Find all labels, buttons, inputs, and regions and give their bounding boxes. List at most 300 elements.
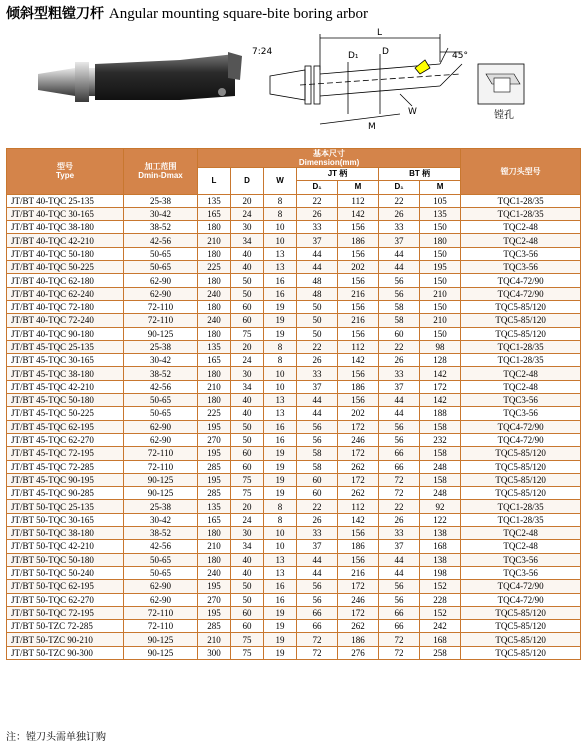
table-cell: TQC4-72/90 <box>461 593 581 606</box>
table-cell: 156 <box>338 221 379 234</box>
table-cell: 72 <box>297 633 338 646</box>
table-row <box>7 380 581 393</box>
table-cell: 10 <box>264 367 297 380</box>
table-cell: 112 <box>338 194 379 207</box>
table-cell: 156 <box>338 367 379 380</box>
col-jt: JT 柄 <box>297 168 379 181</box>
table-cell: 156 <box>338 247 379 260</box>
table-cell: 13 <box>264 261 297 274</box>
table-row <box>7 354 581 367</box>
table-cell: 142 <box>420 394 461 407</box>
table-cell: 152 <box>420 580 461 593</box>
table-cell: 50 <box>231 593 264 606</box>
footnote: 注：镗刀头需单独订购 <box>6 732 106 743</box>
table-cell: 165 <box>198 354 231 367</box>
table-cell: 90-125 <box>124 487 198 500</box>
table-cell: JT/BT 45-TQC 38-180 <box>7 367 124 380</box>
table-cell: 246 <box>338 593 379 606</box>
col-D: D <box>231 168 264 195</box>
table-row <box>7 460 581 473</box>
table-cell: 72 <box>379 487 420 500</box>
table-row <box>7 274 581 287</box>
table-cell: JT/BT 40-TQC 25-135 <box>7 194 124 207</box>
col-range: 加工范围 Dmin-Dmax <box>124 149 198 195</box>
table-cell: 180 <box>198 527 231 540</box>
table-cell: 262 <box>338 460 379 473</box>
table-cell: TQC3-56 <box>461 247 581 260</box>
table-cell: 180 <box>198 367 231 380</box>
table-cell: 92 <box>420 500 461 513</box>
table-cell: TQC3-56 <box>461 407 581 420</box>
table-cell: JT/BT 50-TQC 62-195 <box>7 580 124 593</box>
table-cell: 180 <box>420 234 461 247</box>
table-cell: 58 <box>297 447 338 460</box>
table-cell: 13 <box>264 394 297 407</box>
table-cell: 186 <box>338 234 379 247</box>
table-cell: 44 <box>379 566 420 579</box>
spec-rows <box>7 194 581 659</box>
table-cell: TQC3-56 <box>461 566 581 579</box>
table-cell: TQC1-28/35 <box>461 513 581 526</box>
table-cell: 285 <box>198 487 231 500</box>
table-row <box>7 620 581 633</box>
table-cell: 75 <box>231 487 264 500</box>
table-cell: JT/BT 45-TQC 62-195 <box>7 420 124 433</box>
table-cell: 50 <box>231 580 264 593</box>
table-cell: JT/BT 40-TQC 72-240 <box>7 314 124 327</box>
table-cell: 90-125 <box>124 473 198 486</box>
table-row <box>7 513 581 526</box>
table-row <box>7 327 581 340</box>
table-cell: 37 <box>379 380 420 393</box>
table-cell: 156 <box>338 394 379 407</box>
table-cell: 20 <box>231 194 264 207</box>
table-cell: 8 <box>264 500 297 513</box>
table-cell: 180 <box>198 274 231 287</box>
table-cell: 180 <box>198 221 231 234</box>
table-cell: 19 <box>264 606 297 619</box>
table-cell: 180 <box>198 300 231 313</box>
table-cell: 33 <box>379 367 420 380</box>
table-cell: 37 <box>379 234 420 247</box>
table-cell: JT/BT 45-TQC 30-165 <box>7 354 124 367</box>
table-cell: JT/BT 50-TQC 38-180 <box>7 527 124 540</box>
table-cell: TQC5-85/120 <box>461 646 581 659</box>
table-cell: 285 <box>198 620 231 633</box>
table-cell: 122 <box>420 513 461 526</box>
table-cell: 180 <box>198 247 231 260</box>
table-cell: 58 <box>379 300 420 313</box>
table-cell: 156 <box>338 274 379 287</box>
table-cell: 20 <box>231 340 264 353</box>
table-cell: 37 <box>297 540 338 553</box>
table-cell: 56 <box>379 580 420 593</box>
table-cell: 33 <box>297 221 338 234</box>
table-cell: 90-125 <box>124 646 198 659</box>
table-cell: 142 <box>338 354 379 367</box>
table-row <box>7 261 581 274</box>
table-cell: 150 <box>420 274 461 287</box>
table-cell: 22 <box>379 194 420 207</box>
table-cell: JT/BT 40-TQC 30-165 <box>7 207 124 220</box>
table-cell: 210 <box>198 633 231 646</box>
table-cell: 34 <box>231 234 264 247</box>
table-cell: 16 <box>264 433 297 446</box>
table-cell: 30-42 <box>124 207 198 220</box>
table-cell: 156 <box>338 553 379 566</box>
table-row <box>7 553 581 566</box>
table-cell: 188 <box>420 407 461 420</box>
table-cell: 195 <box>198 580 231 593</box>
table-cell: 16 <box>264 420 297 433</box>
table-cell: JT/BT 40-TQC 50-225 <box>7 261 124 274</box>
table-cell: TQC3-56 <box>461 261 581 274</box>
table-cell: 62-90 <box>124 593 198 606</box>
table-cell: 72-110 <box>124 314 198 327</box>
table-cell: 142 <box>420 367 461 380</box>
table-cell: 198 <box>420 566 461 579</box>
table-cell: 22 <box>297 194 338 207</box>
table-cell: 75 <box>231 473 264 486</box>
table-cell: 246 <box>338 433 379 446</box>
table-cell: TQC1-28/35 <box>461 340 581 353</box>
table-cell: JT/BT 40-TQC 50-180 <box>7 247 124 260</box>
table-cell: 150 <box>420 300 461 313</box>
table-cell: 26 <box>379 354 420 367</box>
table-cell: 180 <box>198 553 231 566</box>
table-row <box>7 314 581 327</box>
table-cell: 172 <box>338 447 379 460</box>
table-cell: 10 <box>264 540 297 553</box>
table-row <box>7 194 581 207</box>
table-cell: 56 <box>379 420 420 433</box>
table-cell: 50 <box>231 274 264 287</box>
table-cell: 242 <box>420 620 461 633</box>
table-cell: 38-52 <box>124 367 198 380</box>
table-cell: 60 <box>379 327 420 340</box>
table-cell: 112 <box>338 340 379 353</box>
table-cell: 22 <box>297 500 338 513</box>
table-cell: JT/BT 50-TZC 90-210 <box>7 633 124 646</box>
table-cell: 44 <box>297 553 338 566</box>
table-cell: 20 <box>231 500 264 513</box>
table-cell: 33 <box>379 221 420 234</box>
table-cell: 56 <box>379 593 420 606</box>
table-cell: TQC4-72/90 <box>461 580 581 593</box>
table-cell: 42-56 <box>124 234 198 247</box>
table-cell: 13 <box>264 553 297 566</box>
table-cell: 172 <box>338 606 379 619</box>
table-cell: 240 <box>198 314 231 327</box>
table-cell: 50-65 <box>124 394 198 407</box>
table-cell: 60 <box>231 606 264 619</box>
table-cell: 40 <box>231 394 264 407</box>
table-cell: 26 <box>297 207 338 220</box>
table-cell: 34 <box>231 540 264 553</box>
table-cell: 158 <box>420 473 461 486</box>
table-cell: 66 <box>297 606 338 619</box>
col-type: 型号 Type <box>7 149 124 195</box>
table-cell: 56 <box>297 420 338 433</box>
table-cell: 216 <box>338 566 379 579</box>
table-cell: JT/BT 40-TQC 62-240 <box>7 287 124 300</box>
table-row <box>7 407 581 420</box>
table-cell: TQC2-48 <box>461 234 581 247</box>
table-cell: 25-38 <box>124 194 198 207</box>
table-cell: JT/BT 45-TQC 50-180 <box>7 394 124 407</box>
table-cell: TQC1-28/35 <box>461 354 581 367</box>
table-cell: 16 <box>264 287 297 300</box>
table-cell: 44 <box>379 553 420 566</box>
table-cell: 44 <box>379 261 420 274</box>
table-cell: 138 <box>420 553 461 566</box>
table-cell: 38-52 <box>124 527 198 540</box>
table-cell: 30 <box>231 367 264 380</box>
table-row <box>7 593 581 606</box>
table-cell: 19 <box>264 460 297 473</box>
table-cell: TQC1-28/35 <box>461 500 581 513</box>
table-cell: 10 <box>264 234 297 247</box>
table-cell: JT/BT 50-TQC 25-135 <box>7 500 124 513</box>
table-cell: 50-65 <box>124 261 198 274</box>
table-cell: 180 <box>198 394 231 407</box>
table-cell: TQC2-48 <box>461 380 581 393</box>
arbor-photo <box>38 52 242 102</box>
table-cell: 186 <box>338 380 379 393</box>
table-cell: 30-42 <box>124 354 198 367</box>
table-cell: JT/BT 50-TQC 62-270 <box>7 593 124 606</box>
table-cell: 19 <box>264 327 297 340</box>
table-cell: TQC5-85/120 <box>461 487 581 500</box>
table-cell: 210 <box>420 287 461 300</box>
table-cell: 165 <box>198 513 231 526</box>
table-cell: 210 <box>198 234 231 247</box>
table-cell: 50-65 <box>124 553 198 566</box>
table-cell: 60 <box>231 460 264 473</box>
table-cell: 58 <box>297 460 338 473</box>
dim-L-label: L <box>377 28 383 38</box>
table-cell: TQC2-48 <box>461 367 581 380</box>
table-cell: 50 <box>297 327 338 340</box>
angle-label: 45° <box>452 51 468 61</box>
table-cell: 195 <box>420 261 461 274</box>
spec-table <box>6 148 581 660</box>
table-cell: 135 <box>198 340 231 353</box>
table-cell: JT/BT 50-TQC 30-165 <box>7 513 124 526</box>
table-row <box>7 500 581 513</box>
table-cell: 58 <box>379 314 420 327</box>
table-cell: 48 <box>297 287 338 300</box>
table-cell: 56 <box>379 287 420 300</box>
table-cell: JT/BT 40-TQC 90-180 <box>7 327 124 340</box>
table-cell: 24 <box>231 513 264 526</box>
table-cell: 195 <box>198 420 231 433</box>
table-cell: 75 <box>231 633 264 646</box>
dim-D1-label: D₁ <box>348 51 359 61</box>
table-cell: TQC4-72/90 <box>461 420 581 433</box>
table-cell: 24 <box>231 354 264 367</box>
table-cell: 30-42 <box>124 513 198 526</box>
table-cell: TQC5-85/120 <box>461 314 581 327</box>
table-cell: 40 <box>231 553 264 566</box>
table-cell: 33 <box>379 527 420 540</box>
table-cell: 75 <box>231 327 264 340</box>
table-cell: 25-38 <box>124 340 198 353</box>
table-row <box>7 487 581 500</box>
table-row <box>7 527 581 540</box>
table-cell: 172 <box>338 580 379 593</box>
product-figures <box>0 24 583 144</box>
table-cell: 66 <box>379 447 420 460</box>
table-cell: JT/BT 45-TQC 62-270 <box>7 433 124 446</box>
table-cell: 202 <box>338 261 379 274</box>
table-cell: JT/BT 50-TQC 72-195 <box>7 606 124 619</box>
table-cell: 135 <box>420 207 461 220</box>
table-cell: TQC5-85/120 <box>461 300 581 313</box>
table-cell: 44 <box>297 394 338 407</box>
table-cell: 210 <box>198 540 231 553</box>
col-W: W <box>264 168 297 195</box>
table-cell: 13 <box>264 247 297 260</box>
table-cell: TQC5-85/120 <box>461 633 581 646</box>
table-cell: 19 <box>264 620 297 633</box>
table-cell: 66 <box>379 460 420 473</box>
table-row <box>7 433 581 446</box>
table-cell: 10 <box>264 221 297 234</box>
table-cell: JT/BT 45-TQC 50-225 <box>7 407 124 420</box>
table-cell: 186 <box>338 633 379 646</box>
title-cn: 倾斜型粗镗刀杆 <box>6 6 104 22</box>
table-cell: 19 <box>264 633 297 646</box>
table-cell: 195 <box>198 447 231 460</box>
table-row <box>7 221 581 234</box>
table-cell: 165 <box>198 207 231 220</box>
table-cell: 72-110 <box>124 447 198 460</box>
table-cell: 26 <box>297 354 338 367</box>
table-cell: 56 <box>379 433 420 446</box>
table-cell: JT/BT 40-TQC 38-180 <box>7 221 124 234</box>
table-cell: JT/BT 50-TQC 42-210 <box>7 540 124 553</box>
table-cell: 50 <box>297 300 338 313</box>
table-cell: 50-65 <box>124 566 198 579</box>
table-cell: 60 <box>297 487 338 500</box>
table-cell: 62-90 <box>124 433 198 446</box>
table-cell: 19 <box>264 646 297 659</box>
table-cell: 26 <box>379 207 420 220</box>
table-cell: 258 <box>420 646 461 659</box>
table-cell: 26 <box>297 513 338 526</box>
table-cell: 44 <box>297 566 338 579</box>
table-cell: 150 <box>420 247 461 260</box>
table-cell: JT/BT 45-TQC 90-195 <box>7 473 124 486</box>
table-cell: 50 <box>297 314 338 327</box>
table-cell: 19 <box>264 473 297 486</box>
table-cell: 22 <box>297 340 338 353</box>
table-row <box>7 540 581 553</box>
table-cell: 44 <box>379 247 420 260</box>
table-row <box>7 340 581 353</box>
table-cell: 142 <box>338 513 379 526</box>
title-en: Angular mounting square-bite boring arbor <box>108 6 368 22</box>
table-cell: JT/BT 45-TQC 72-195 <box>7 447 124 460</box>
col-bt-d1: D₁ <box>379 181 420 194</box>
table-cell: 48 <box>297 274 338 287</box>
table-cell: 56 <box>379 274 420 287</box>
table-row <box>7 367 581 380</box>
table-cell: JT/BT 45-TQC 42-210 <box>7 380 124 393</box>
table-row <box>7 234 581 247</box>
table-cell: JT/BT 40-TQC 72-180 <box>7 300 124 313</box>
table-cell: 225 <box>198 261 231 274</box>
table-cell: 13 <box>264 407 297 420</box>
table-cell: TQC2-48 <box>461 221 581 234</box>
table-cell: 128 <box>420 354 461 367</box>
table-cell: 26 <box>379 513 420 526</box>
table-cell: 16 <box>264 580 297 593</box>
table-cell: 150 <box>420 221 461 234</box>
col-head-type: 镗刀头型号 <box>461 149 581 195</box>
table-cell: 72-110 <box>124 620 198 633</box>
table-cell: 150 <box>420 327 461 340</box>
table-cell: JT/BT 40-TQC 62-180 <box>7 274 124 287</box>
col-bt-m: M <box>420 181 461 194</box>
table-cell: TQC5-85/120 <box>461 473 581 486</box>
table-cell: TQC4-72/90 <box>461 433 581 446</box>
table-cell: 72 <box>297 646 338 659</box>
table-cell: TQC4-72/90 <box>461 287 581 300</box>
table-cell: 98 <box>420 340 461 353</box>
table-cell: 37 <box>297 380 338 393</box>
table-cell: 186 <box>338 540 379 553</box>
table-cell: 33 <box>297 367 338 380</box>
table-row <box>7 606 581 619</box>
table-cell: 262 <box>338 620 379 633</box>
table-cell: TQC4-72/90 <box>461 274 581 287</box>
table-cell: 10 <box>264 527 297 540</box>
table-cell: JT/BT 45-TQC 25-135 <box>7 340 124 353</box>
table-cell: TQC3-56 <box>461 553 581 566</box>
table-cell: 156 <box>338 300 379 313</box>
table-cell: TQC2-48 <box>461 527 581 540</box>
table-cell: 22 <box>379 500 420 513</box>
bore-icon <box>478 64 524 121</box>
table-cell: 40 <box>231 261 264 274</box>
col-jt-m: M <box>338 181 379 194</box>
table-cell: 72-110 <box>124 300 198 313</box>
table-cell: TQC3-56 <box>461 394 581 407</box>
table-cell: 172 <box>338 473 379 486</box>
table-cell: 66 <box>297 620 338 633</box>
table-cell: TQC5-85/120 <box>461 620 581 633</box>
table-cell: 8 <box>264 354 297 367</box>
table-row <box>7 580 581 593</box>
table-cell: TQC5-85/120 <box>461 447 581 460</box>
table-cell: 156 <box>338 327 379 340</box>
table-cell: 72 <box>379 633 420 646</box>
table-cell: 38-52 <box>124 221 198 234</box>
table-cell: 112 <box>338 500 379 513</box>
table-cell: TQC5-85/120 <box>461 606 581 619</box>
col-L: L <box>198 168 231 195</box>
table-cell: 158 <box>420 420 461 433</box>
table-row <box>7 300 581 313</box>
table-cell: 34 <box>231 380 264 393</box>
table-cell: 240 <box>198 287 231 300</box>
table-cell: 228 <box>420 593 461 606</box>
table-row <box>7 420 581 433</box>
table-cell: 19 <box>264 487 297 500</box>
table-row <box>7 473 581 486</box>
